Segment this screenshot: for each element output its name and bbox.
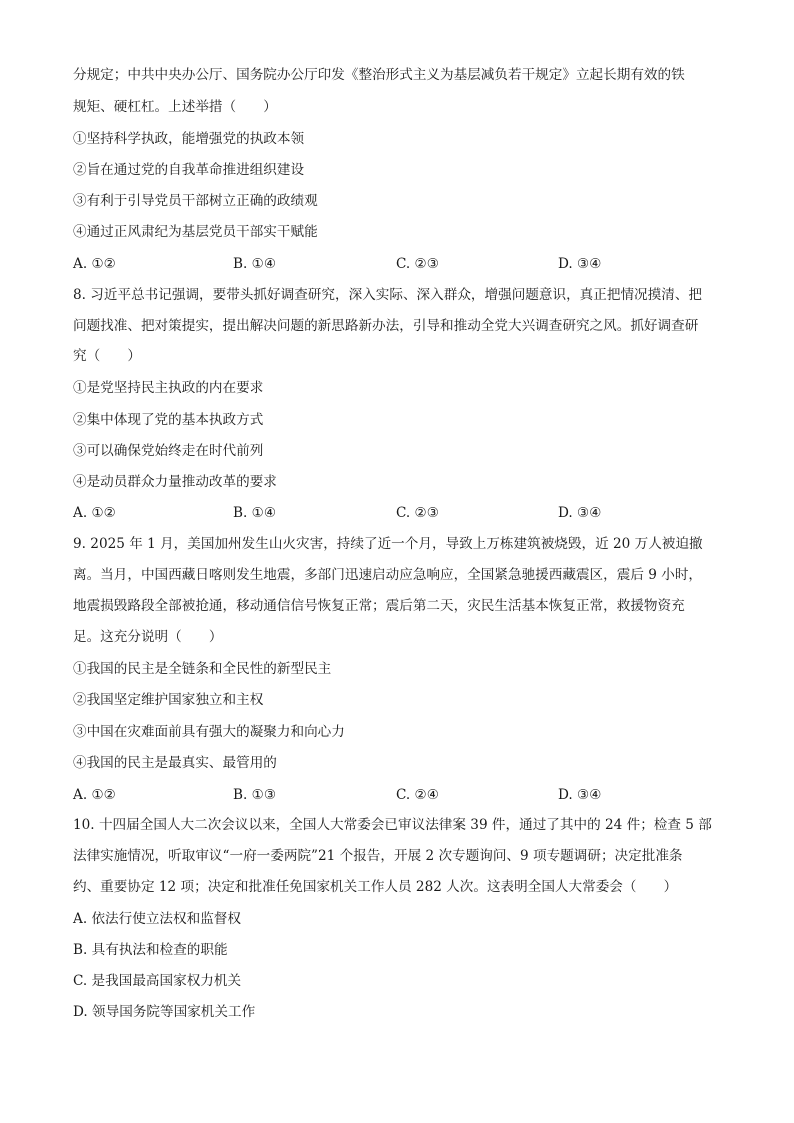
q7-option-b[interactable]: B. ①④ — [233, 256, 277, 272]
q7-option-a[interactable]: A. ①② — [73, 256, 116, 272]
q9-stem-line-1: 9. 2025 年 1 月，美国加州发生山火灾害，持续了近一个月，导致上万栋建筑被烧毁，近 20 万人被迫撤 — [73, 536, 703, 552]
q10-option-b[interactable]: B. 具有执法和检查的职能 — [73, 942, 228, 958]
q9-option-c[interactable]: C. ②④ — [396, 787, 439, 803]
q9-stem-line-2: 离。当月，中国西藏日喀则发生地震，多部门迅速启动应急响应，全国紧急驰援西藏震区，震后 9 小时， — [73, 567, 703, 583]
q10-option-a[interactable]: A. 依法行使立法权和监督权 — [73, 911, 241, 927]
q8-statement-4: ④是动员群众力量推动改革的要求 — [73, 474, 277, 490]
q9-statement-3: ③中国在灾难面前具有强大的凝聚力和向心力 — [73, 724, 345, 740]
q8-statement-3: ③可以确保党始终走在时代前列 — [73, 443, 264, 459]
q10-option-c[interactable]: C. 是我国最高国家权力机关 — [73, 973, 242, 989]
q7-statement-2: ②旨在通过党的自我革命推进组织建设 — [73, 162, 305, 178]
q9-statement-2: ②我国坚定维护国家独立和主权 — [73, 692, 264, 708]
q9-statement-4: ④我国的民主是最真实、最管用的 — [73, 755, 277, 771]
q8-statement-2: ②集中体现了党的基本执政方式 — [73, 412, 264, 428]
q8-option-b[interactable]: B. ①④ — [233, 505, 277, 521]
q9-statement-1: ①我国的民主是全链条和全民性的新型民主 — [73, 661, 332, 677]
q8-option-d[interactable]: D. ③④ — [558, 505, 602, 521]
q8-stem-line-3: 究（ ） — [73, 348, 141, 364]
q10-stem-line-3: 约、重要协定 12 项；决定和批准任免国家机关工作人员 282 人次。这表明全国人大常委会（ ） — [73, 879, 678, 895]
q7-option-c[interactable]: C. ②③ — [396, 256, 439, 272]
q9-option-a[interactable]: A. ①② — [73, 787, 116, 803]
q10-option-d[interactable]: D. 领导国务院等国家机关工作 — [73, 1004, 256, 1020]
q8-options — [73, 503, 733, 523]
q9-option-d[interactable]: D. ③④ — [558, 787, 602, 803]
q10-stem-line-2: 法律实施情况，听取审议“一府一委两院”21 个报告，开展 2 次专题询问、9 项专题调研；决定批准条 — [73, 848, 683, 864]
q8-stem-line-1: 8. 习近平总书记强调，要带头抓好调查研究，深入实际、深入群众，增强问题意识，真正把情况摸清、把 — [73, 287, 703, 303]
q8-option-c[interactable]: C. ②③ — [396, 505, 439, 521]
q9-stem-line-3: 地震损毁路段全部被抢通，移动通信信号恢复正常；震后第二天，灾民生活基本恢复正常，救援物资充 — [73, 598, 685, 614]
q7-stem-line-2: 规矩、硬杠杠。上述举措（ ） — [73, 99, 277, 115]
q9-options — [73, 785, 733, 805]
q7-statement-4: ④通过正风肃纪为基层党员干部实干赋能 — [73, 224, 318, 240]
q9-option-b[interactable]: B. ①③ — [233, 787, 277, 803]
q7-statement-1: ①坚持科学执政，能增强党的执政本领 — [73, 131, 305, 147]
q9-stem-line-4: 足。这充分说明（ ） — [73, 629, 223, 645]
q7-options — [73, 254, 733, 274]
q7-option-d[interactable]: D. ③④ — [558, 256, 602, 272]
q7-statement-3: ③有利于引导党员干部树立正确的政绩观 — [73, 193, 318, 209]
q10-stem-line-1: 10. 十四届全国人大二次会议以来，全国人大常委会已审议法律案 39 件，通过了其中的 24 件；检查 5 部 — [73, 817, 712, 833]
q8-stem-line-2: 问题找准、把对策提实，提出解决问题的新思路新办法，引导和推动全党大兴调查研究之风。抓好调查研 — [73, 318, 699, 334]
q8-statement-1: ①是党坚持民主执政的内在要求 — [73, 380, 264, 396]
q8-option-a[interactable]: A. ①② — [73, 505, 116, 521]
q7-stem-line-1: 分规定；中共中央办公厅、国务院办公厅印发《整治形式主义为基层减负若干规定》立起长期有效的铁 — [73, 67, 685, 83]
